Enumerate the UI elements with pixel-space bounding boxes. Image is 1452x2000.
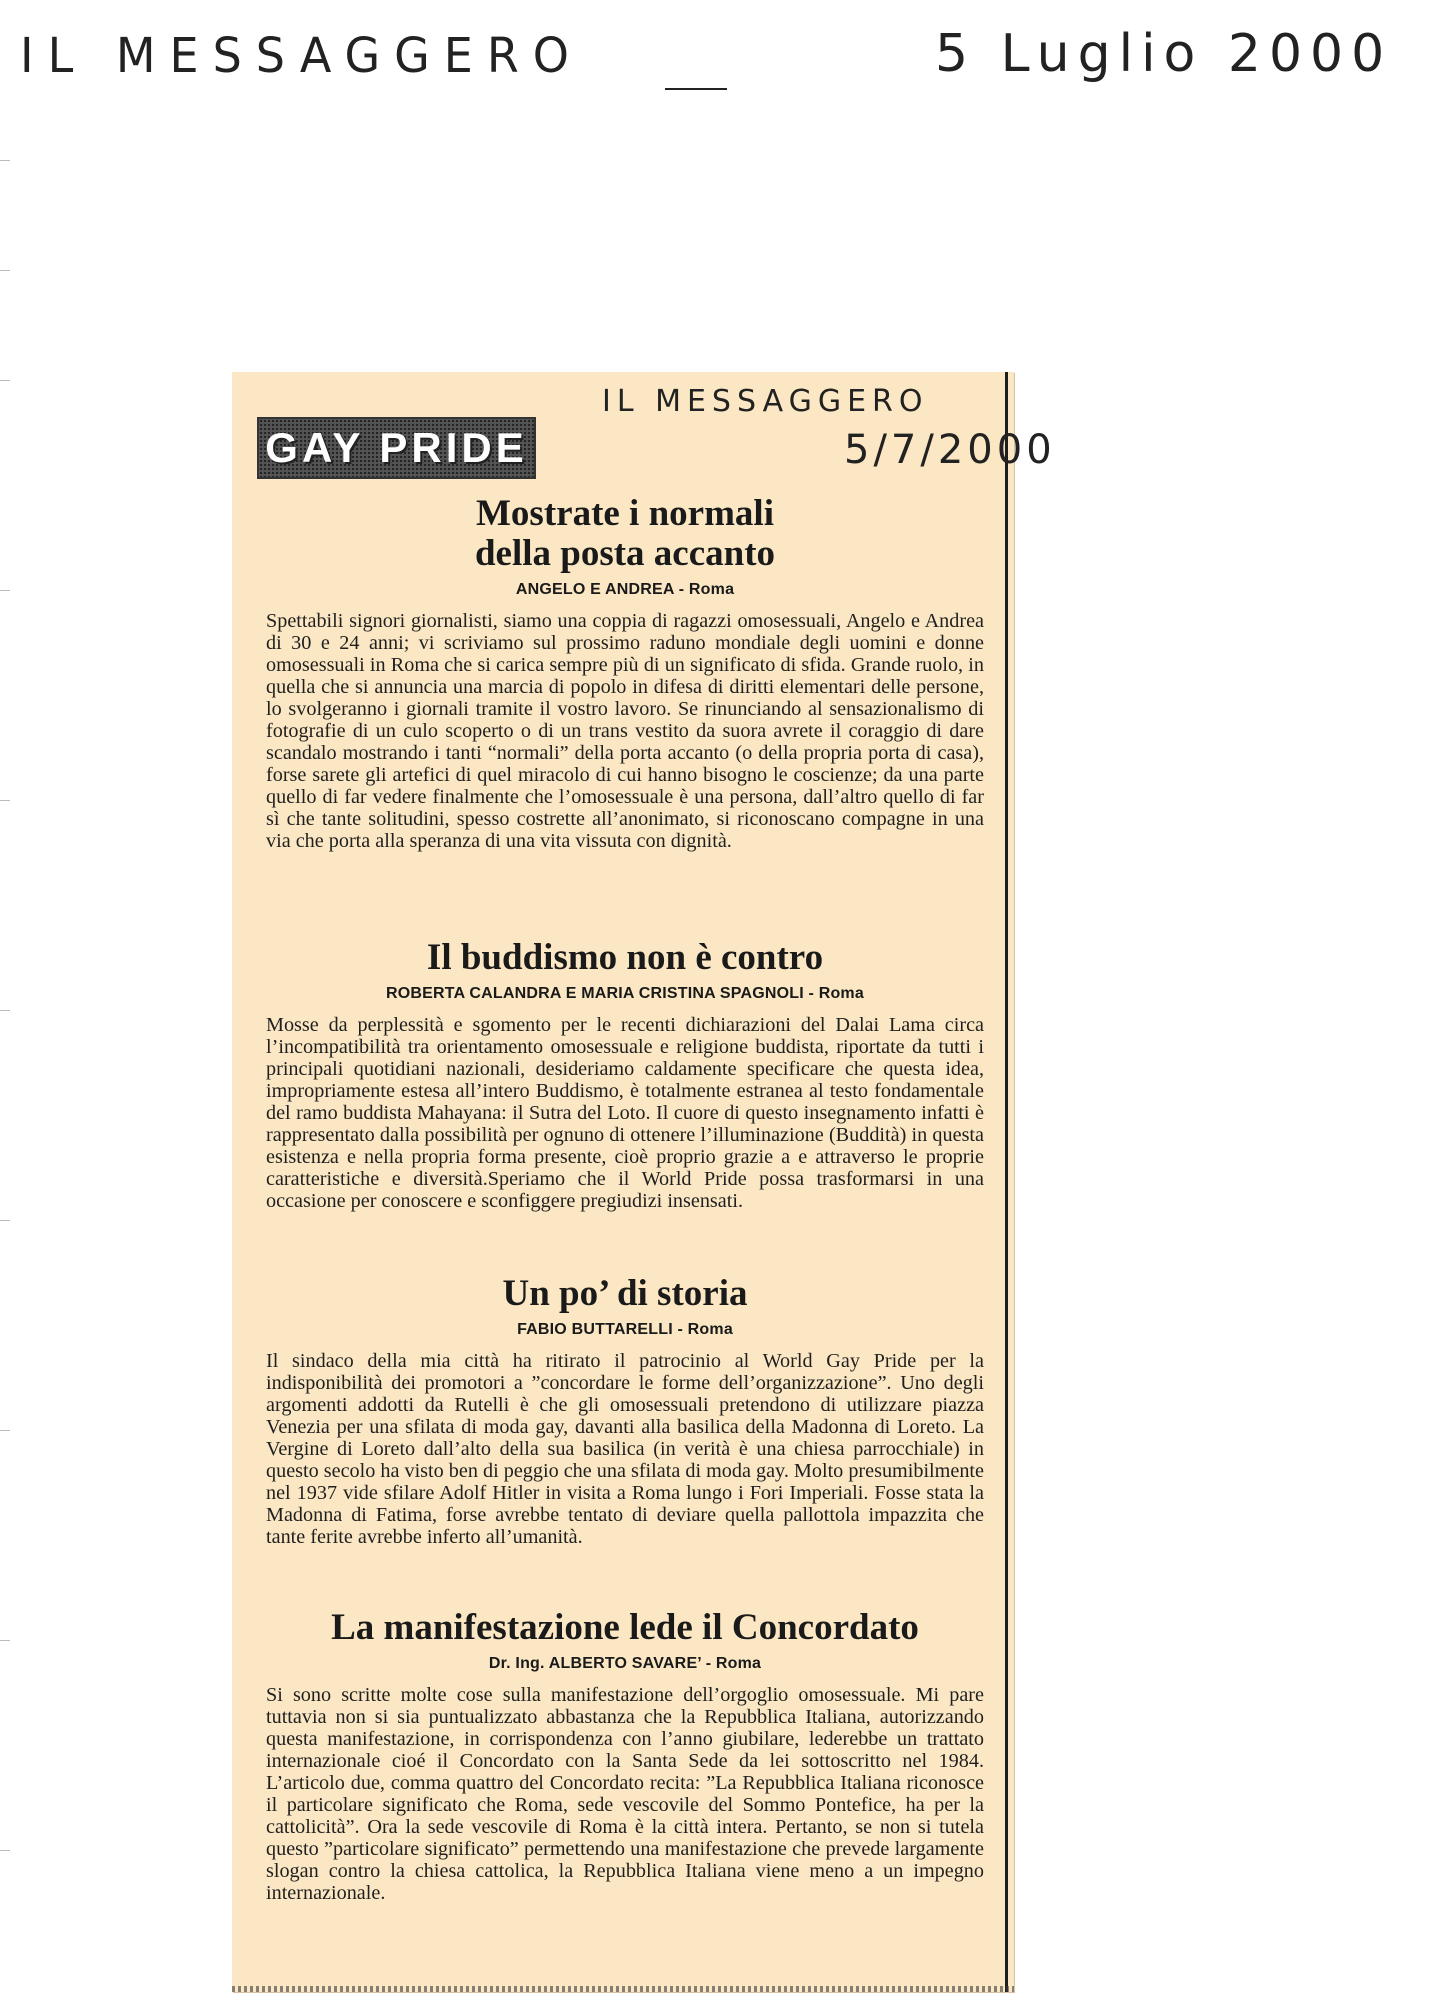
- article-byline: ANGELO E ANDREA - Roma: [515, 581, 735, 598]
- scan-edge-mark: [0, 590, 10, 591]
- article-headline: La manifestazione lede il Concordato: [331, 1607, 919, 1648]
- article-headline: Mostrate i normali della posta accanto: [474, 493, 776, 574]
- article-headline: Un po’ di storia: [502, 1273, 748, 1314]
- scan-edge-mark: [0, 1010, 10, 1011]
- scan-edge-mark: [0, 1220, 10, 1221]
- letter-article: [266, 1608, 984, 1904]
- letter-article: [266, 494, 984, 852]
- section-banner: GAY PRIDE: [257, 417, 536, 479]
- article-body: Il sindaco della mia città ha ritirato il patrocinio al World Gay Pride per la indisponibilità dei promotori a ”concordare le forme dell’organizzazione”. Uno degli argomenti addotti da Rutelli è che gli omosessuali pretendono di utilizzare piazza Venezia per una sfilata di moda gay, davanti alla basilica della Madonna di Loreto. La Vergine di Loreto dall’alto della sua basilica (in verità è una chiesa parrocchiale) in questo secolo ha visto ben di peggio che una sfilata di moda gay. Molto presumibilmente nel 1937 vide sfilare Adolf Hitler in visita a Roma lungo i Fori Imperiali. Fosse stata la Madonna di Fatima, forse avrebbe tentato di deviare quella pallottola impazzita che tante ferite avrebbe inferto all’umanità.: [266, 1350, 984, 1548]
- clipping-cut-edge: [232, 1986, 1014, 1992]
- article-byline: ROBERTA CALANDRA E MARIA CRISTINA SPAGNOLI - Roma: [386, 985, 864, 1002]
- scan-edge-mark: [0, 1850, 10, 1851]
- article-body: Mosse da perplessità e sgomento per le recenti dichiarazioni del Dalai Lama circa l’incompatibilità tra orientamento omosessuale e religione buddista, riportate da tutti i principali quotidiani nazionali, desideriamo caldamente specificare che questa idea, impropriamente estesa all’intero Buddismo, è totalmente estranea al testo fondamentale del ramo buddista Mahayana: il Sutra del Loto. Il cuore di questo insegnamento infatti è rappresentato dalla possibilità per ognuno di ottenere l’illuminazione (Buddità) in questa esistenza e nella propria forma presente, cioè proprio grazie a e attraverso le proprie caratteristiche e diversità.Speriamo che il World Pride possa trasformarsi in una occasione per conoscere e sconfiggere pregiudizi insensati.: [266, 1014, 984, 1212]
- handwritten-date: 5 Luglio 2000: [935, 24, 1393, 84]
- letter-article: [266, 938, 984, 1212]
- article-headline: Il buddismo non è contro: [426, 937, 824, 978]
- scan-edge-mark: [0, 1640, 10, 1641]
- newspaper-clipping: [232, 372, 1056, 1992]
- clipping-handwritten-date: 5/7/2000: [844, 427, 1056, 473]
- scan-edge-mark: [0, 800, 10, 801]
- article-byline: Dr. Ing. ALBERTO SAVARE’ - Roma: [488, 1655, 762, 1672]
- article-byline: FABIO BUTTARELLI - Roma: [517, 1321, 733, 1338]
- scan-edge-mark: [0, 380, 10, 381]
- article-body: Spettabili signori giornalisti, siamo una coppia di ragazzi omosessuali, Angelo e Andrea di 30 e 24 anni; vi scriviamo sul prossimo raduno mondiale degli uomini e donne omosessuali in Roma che si carica sempre più di un significato di sfida. Grande ruolo, in quella che si annuncia una marcia di popolo in difesa di diritti elementari delle persone, lo svolgeranno i giornali tramite il vostro lavoro. Se rinunciando al sensazionalismo di fotografie di un culo scoperto o di un trans vestito da suora avrete il coraggio di dare scandalo mostrando i tanti “normali” della porta accanto (o della propria porta di casa), forse sarete gli artefici di quel miracolo di cui hanno bisogno le coscienze; da una parte quello di far vedere finalmente che l’omosessuale è una persona, dall’altro quello di far sì che tante solitudini, spesso costrette all’anonimato, si riconoscano compagne in una via che porta alla speranza di una vita vissuta con dignità.: [266, 610, 984, 852]
- clipping-handwritten-newspaper-name: IL MESSAGGERO: [602, 384, 929, 419]
- letter-article: [266, 1274, 984, 1548]
- scan-edge-mark: [0, 270, 10, 271]
- handwritten-dash: [665, 88, 727, 90]
- column-rule: [1005, 372, 1008, 1992]
- handwritten-newspaper-name: IL MESSAGGERO: [20, 26, 584, 84]
- article-body: Si sono scritte molte cose sulla manifestazione dell’orgoglio omosessuale. Mi pare tuttavia non si sia puntualizzato abbastanza che la Repubblica Italiana, autorizzando questa manifestazione, in corrispondenza con l’anno giubilare, lederebbe un trattato internazionale cioé il Concordato con la Santa Sede da lei sottoscritto nel 1984. L’articolo due, comma quattro del Concordato recita: ”La Repubblica Italiana riconosce il particolare significato che Roma, sede vescovile del Sommo Pontefice, ha per la cattolicità”. Ora la sede vescovile di Roma è la città intera. Pertanto, se non si tutela questo ”particolare significato” permettendo una manifestazione che prevede largamente slogan contro la chiesa cattolica, la Repubblica Italiana viene meno a un impegno internazionale.: [266, 1684, 984, 1904]
- scan-edge-mark: [0, 160, 10, 161]
- scan-edge-mark: [0, 1430, 10, 1431]
